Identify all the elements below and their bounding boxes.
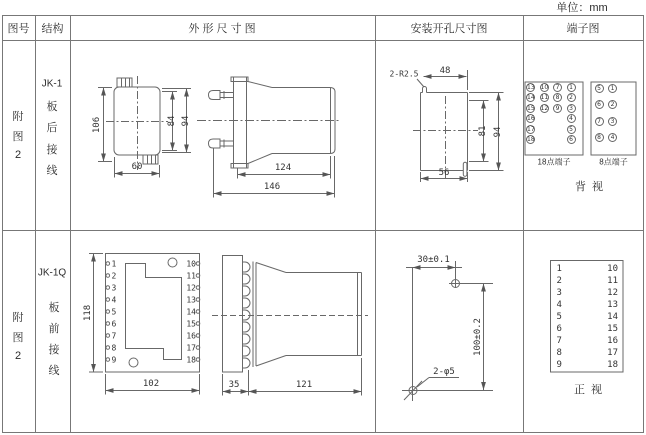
terminal-circle-9: 9: [553, 104, 562, 113]
terminal-circle-12: 12: [540, 104, 549, 112]
terminal-circle-7b: 7: [595, 117, 604, 126]
row1-structure-char: 接: [46, 144, 58, 156]
terminal-circle-6: 6: [567, 135, 576, 144]
header-fig-no: 图号: [7, 23, 30, 35]
dim-124: 124: [274, 163, 292, 173]
dim-56: 56: [438, 167, 450, 178]
dim-35: 35: [228, 379, 240, 390]
dim-30: 30±0.1: [417, 254, 450, 265]
dim-48: 48: [439, 65, 451, 76]
front-terminal-8: 8: [111, 343, 117, 353]
tlist-10: 10: [607, 264, 618, 274]
tlist-7: 7: [556, 335, 562, 346]
header-mounting: 安装开孔尺寸图: [410, 23, 488, 35]
tlist-6: 6: [556, 324, 562, 334]
row1-fig-char: 附: [12, 111, 24, 123]
front-terminal-11: 11: [186, 271, 196, 281]
row1-structure-char: 线: [46, 165, 58, 177]
unit-label: 单位：mm: [556, 2, 608, 14]
terminal-circle-4b: 4: [608, 133, 617, 142]
terminal-circle-17: 17: [527, 125, 535, 133]
row1-side-view-drawing: [197, 77, 340, 198]
tlist-5: 5: [556, 312, 562, 322]
terminal-circle-4: 4: [567, 114, 576, 123]
tlist-2: 2: [556, 276, 562, 286]
terminal-circle-5b: 5: [595, 84, 604, 93]
terminal-circle-16: 16: [527, 115, 535, 122]
row1-structure-model: JK-1: [41, 78, 63, 90]
row2-fig-char: 图: [12, 332, 24, 344]
terminal-circle-15: 15: [527, 104, 535, 112]
dim-holes: 2-φ5: [433, 366, 455, 377]
terminal-circle-11: 11: [540, 94, 549, 101]
terminal-circle-2b: 2: [608, 100, 617, 109]
tlist-18: 18: [607, 359, 618, 370]
tlist-3: 3: [556, 288, 562, 298]
tlist-12: 12: [607, 288, 618, 298]
terminal-circle-2: 2: [567, 93, 576, 102]
label-8-point: 8点端子: [599, 157, 628, 167]
row2-structure-char: 线: [48, 365, 60, 377]
terminal-circle-18: 18: [527, 136, 535, 143]
terminal-circle-3: 3: [567, 104, 576, 113]
terminal-circle-13: 13: [527, 83, 535, 91]
front-terminal-10: 10: [186, 259, 196, 269]
row1-view-label: 背 视: [574, 180, 604, 193]
dim-81: 81: [477, 125, 488, 137]
row1-front-view-drawing: [98, 76, 191, 178]
front-terminal-12: 12: [186, 283, 196, 293]
row1-structure-char: 后: [46, 122, 58, 134]
row2-structure-char: 前: [48, 323, 60, 335]
tlist-8: 8: [556, 347, 562, 358]
front-terminal-6: 6: [111, 319, 117, 329]
dim-94: 94: [180, 115, 191, 126]
dim-146: 146: [263, 182, 281, 192]
header-structure: 结构: [41, 23, 64, 35]
front-terminal-5: 5: [111, 307, 117, 317]
terminal-circle-7: 7: [553, 83, 562, 92]
dim-84: 84: [166, 115, 177, 127]
front-terminal-15: 15: [186, 319, 196, 329]
dim-60: 60: [131, 162, 143, 172]
dim-100: 100±0.2: [472, 317, 483, 356]
terminal-circle-3b: 3: [608, 117, 617, 126]
tlist-17: 17: [607, 347, 618, 358]
dim-102: 102: [142, 378, 160, 389]
tlist-15: 15: [607, 324, 618, 334]
tlist-4: 4: [556, 300, 562, 310]
terminal-circle-1: 1: [567, 83, 576, 92]
row2-fig-char: 2: [14, 350, 22, 362]
front-terminal-16: 16: [186, 331, 196, 341]
dim-121: 121: [295, 379, 313, 390]
tlist-9: 9: [556, 359, 562, 370]
terminal-circle-8b: 8: [595, 133, 604, 142]
front-terminal-13: 13: [186, 295, 196, 305]
header-terminal: 端子图: [566, 23, 600, 35]
label-18-point: 18点端子: [537, 157, 571, 167]
terminal-circle-6b: 6: [595, 100, 604, 109]
dim-118: 118: [82, 304, 93, 321]
front-terminal-4: 4: [111, 295, 117, 305]
row1-fig-char: 图: [12, 131, 24, 143]
terminal-circle-14: 14: [527, 94, 535, 101]
row1-fig-char: 2: [14, 149, 22, 161]
tlist-16: 16: [607, 335, 618, 346]
row1-structure-char: 板: [46, 101, 58, 113]
front-terminal-9: 9: [111, 355, 117, 365]
row2-view-label: 正 视: [573, 384, 603, 396]
dim-94-mount: 94: [492, 126, 503, 137]
tlist-11: 11: [607, 276, 618, 286]
front-terminal-7: 7: [111, 331, 117, 341]
front-terminal-1: 1: [111, 259, 117, 269]
row2-structure-model: JK-1Q: [37, 267, 67, 279]
table-grid: [3, 16, 644, 433]
dim-106: 106: [92, 116, 102, 133]
terminal-circle-5: 5: [567, 125, 576, 134]
row2-structure-char: 板: [48, 302, 60, 314]
header-outline: 外 形 尺 寸 图: [188, 23, 256, 35]
dim-slot-note: 2-R2.5: [389, 69, 419, 78]
row2-fig-char: 附: [12, 312, 24, 324]
row2-side-view-drawing: [212, 256, 368, 396]
front-terminal-18: 18: [186, 355, 196, 365]
terminal-circle-1b: 1: [608, 84, 617, 93]
tlist-13: 13: [607, 300, 618, 310]
front-terminal-17: 17: [186, 343, 196, 353]
front-terminal-14: 14: [186, 307, 196, 317]
tlist-1: 1: [556, 264, 562, 274]
front-terminal-3: 3: [111, 283, 117, 293]
terminal-circle-10: 10: [540, 83, 549, 91]
front-terminal-2: 2: [111, 271, 117, 281]
terminal-circle-8: 8: [553, 93, 562, 102]
row2-structure-char: 接: [48, 344, 60, 356]
tlist-14: 14: [607, 312, 618, 322]
row1-mounting-drawing: [413, 70, 504, 182]
